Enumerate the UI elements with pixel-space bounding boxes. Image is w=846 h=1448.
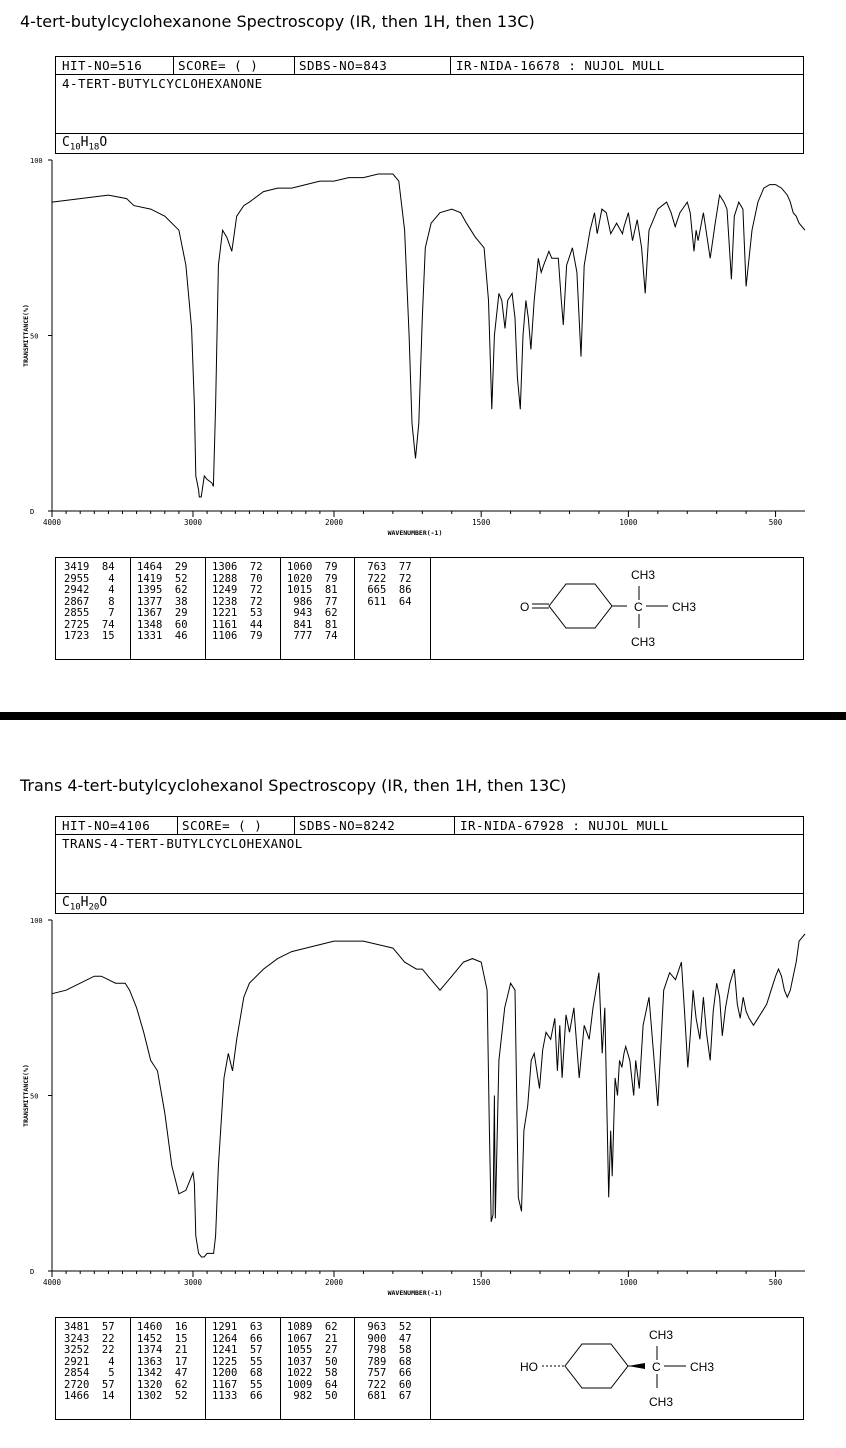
section-title: Trans 4-tert-butylcyclohexanol Spectroscopy (IR, then 1H, then 13C) [20,776,567,795]
compound-name: TRANS-4-TERT-BUTYLCYCLOHEXANOL [62,836,303,851]
peak-column: 1060 79 1020 79 1015 81 986 77 943 62 841 81 777 74 [287,561,338,642]
molecular-formula: $C_{10}H_{18}O$ [62,135,108,153]
structure-ch3-bottom: CH3 [649,1395,674,1409]
spectrum-line [52,934,805,1257]
peak-column: 763 77 722 72 665 86 611 64 [367,561,412,608]
y-axis-label: TRANSMITTANCE(%) [22,1064,30,1127]
ir-nida: IR-NIDA-67928 : NUJOL MULL [460,818,669,833]
structure-ch3-bottom: CH3 [631,635,656,649]
peak-table-divider [280,1318,281,1419]
ir-spectrum-chart [0,760,846,1305]
y-tick-label: D [30,1268,35,1276]
y-tick-label: 50 [30,1092,39,1101]
peak-column: 1306 72 1288 70 1249 72 1238 72 1221 53 1161 44 1106 79 [212,561,263,642]
molecular-formula: $C_{10}H_{20}O$ [62,895,108,913]
sdbs-no: SDBS-NO=8242 [299,818,396,833]
peak-column: 3419 84 2955 4 2942 4 2867 8 2855 7 2725 74 1723 15 [64,561,115,642]
x-axis-label: WAVENUMBER(-1) [387,529,443,537]
x-tick-label: 500 [768,1278,783,1287]
peak-table-divider [130,558,131,659]
x-tick-label: 500 [768,518,783,527]
peak-table [55,1317,804,1420]
peak-column: 1291 63 1264 66 1241 57 1225 55 1200 68 1167 55 1133 66 [212,1321,263,1402]
hit-no: HIT-NO=516 [62,58,143,73]
peak-table-divider [280,558,281,659]
y-tick-label: 50 [30,332,39,341]
score: SCORE= ( ) [182,818,263,833]
structure-ch3-top: CH3 [649,1328,674,1342]
structure-oxygen: O [520,600,530,614]
x-tick-label: 1000 [619,518,638,527]
ir-nida: IR-NIDA-16678 : NUJOL MULL [456,58,665,73]
spectrum-section-2 [0,760,846,1448]
y-tick-label: D [30,508,35,516]
structure-carbon: C [652,1360,661,1374]
x-tick-label: 4000 [42,1278,62,1287]
section-divider [0,712,846,720]
structure-ch3-top: CH3 [631,568,656,582]
structure-trans-4-tert-butylcyclohexanol [432,1318,802,1418]
section-title: 4-tert-butylcyclohexanone Spectroscopy (IR, then 1H, then 13C) [20,12,535,31]
x-tick-label: 2000 [324,518,344,527]
peak-column: 1089 62 1067 21 1055 27 1037 50 1022 58 1009 64 982 50 [287,1321,338,1402]
x-tick-label: 1000 [619,1278,638,1287]
x-tick-label: 2000 [324,1278,344,1287]
sdbs-no: SDBS-NO=843 [299,58,388,73]
spectrum-line [52,174,805,497]
structure-ch3-right: CH3 [690,1360,715,1374]
peak-table-divider [130,1318,131,1419]
structure-hydroxyl: HO [520,1360,538,1374]
structure-4-tert-butylcyclohexanone [432,558,802,658]
peak-column: 3481 57 3243 22 3252 22 2921 4 2854 5 2720 57 1466 14 [64,1321,115,1402]
structure-ch3-right: CH3 [672,600,697,614]
y-axis-label: TRANSMITTANCE(%) [22,304,30,367]
x-tick-label: 3000 [183,1278,203,1287]
y-tick-label: 100 [30,157,43,165]
peak-table-divider [354,1318,355,1419]
hit-no: HIT-NO=4106 [62,818,151,833]
peak-table [55,557,804,660]
x-tick-label: 1500 [472,518,491,527]
x-tick-label: 3000 [183,518,203,527]
peak-table-divider [205,558,206,659]
peak-table-divider [354,558,355,659]
x-tick-label: 4000 [42,518,62,527]
peak-column: 963 52 900 47 798 58 789 68 757 66 722 60 681 67 [367,1321,412,1402]
peak-table-divider [205,1318,206,1419]
structure-carbon: C [634,600,643,614]
x-axis-label: WAVENUMBER(-1) [387,1289,443,1297]
ir-spectrum-chart [0,0,846,545]
compound-name: 4-TERT-BUTYLCYCLOHEXANONE [62,76,263,91]
peak-table-divider [430,1318,431,1419]
peak-column: 1460 16 1452 15 1374 21 1363 17 1342 47 1320 62 1302 52 [137,1321,188,1402]
peak-column: 1464 29 1419 52 1395 62 1377 38 1367 29 1348 60 1331 46 [137,561,188,642]
x-tick-label: 1500 [472,1278,491,1287]
spectrum-section-1 [0,0,846,712]
score: SCORE= ( ) [178,58,259,73]
y-tick-label: 100 [30,917,43,925]
peak-table-divider [430,558,431,659]
